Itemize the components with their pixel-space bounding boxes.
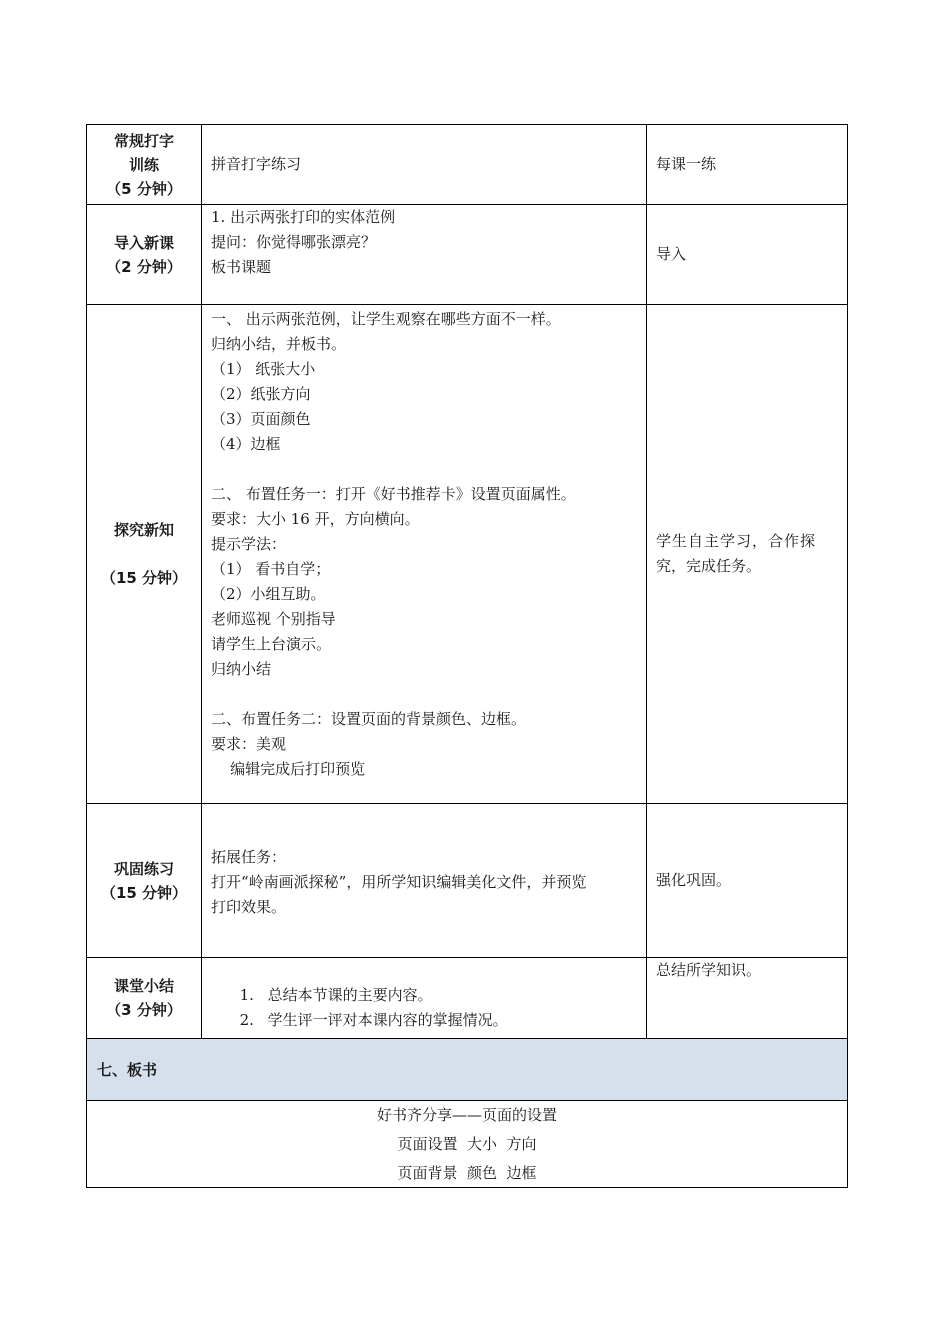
board-line: 好书齐分享——页面的设置	[376, 1106, 557, 1124]
row-header-line: （15 分钟）	[100, 569, 188, 587]
content-line: 二、 布置任务一：打开《好书推荐卡》设置页面属性。	[211, 485, 576, 503]
note-line: 强化巩固。	[656, 871, 732, 889]
row-content-intro	[201, 204, 647, 305]
content-line: 一、 出示两张范例，让学生观察在哪些方面不一样。	[211, 310, 561, 328]
lesson-plan-table	[86, 124, 848, 1188]
content-line: （1） 纸张大小	[211, 360, 316, 378]
row-content-summary	[201, 957, 647, 1039]
row-note-explore	[646, 304, 848, 804]
row-header-line: （2 分钟）	[106, 257, 182, 276]
content-line: 打开“岭南画派探秘”，用所学知识编辑美化文件，并预览	[211, 873, 587, 891]
row-header-line: 探究新知	[113, 521, 174, 539]
content-line: 拼音打字练习	[211, 155, 302, 173]
content-line	[211, 457, 637, 482]
row-note-intro	[646, 204, 848, 305]
row-content-typing	[201, 124, 647, 205]
content-line: 请学生上台演示。	[211, 635, 332, 653]
row-header-line: （15 分钟）	[100, 883, 188, 902]
row-content-practice	[201, 803, 647, 958]
content-line: （2）纸张方向	[211, 385, 311, 403]
list-number: 2.	[239, 1011, 254, 1029]
content-line	[211, 682, 637, 707]
section-heading-board	[86, 1038, 848, 1101]
content-line: 要求：大小 16 开，方向横向。	[211, 510, 420, 528]
note-line: 总结所学知识。	[656, 961, 762, 979]
row-header-line: 课堂小结	[113, 977, 174, 995]
content-line: （4）边框	[211, 435, 281, 453]
row-header-explore	[86, 304, 202, 804]
note-line: 导入	[656, 245, 687, 263]
content-line: 编辑完成后打印预览	[211, 760, 366, 778]
row-header-line: （5 分钟）	[106, 179, 182, 198]
content-line: 1. 出示两张打印的实体范例	[211, 208, 396, 226]
content-line: 归纳小结	[211, 660, 272, 678]
row-note-practice	[646, 803, 848, 958]
board-line: 页面背景 颜色 边框	[397, 1164, 537, 1182]
list-text: 总结本节课的主要内容。	[267, 986, 433, 1004]
row-note-typing	[646, 124, 848, 205]
content-line: 二、布置任务二：设置页面的背景颜色、边框。	[211, 710, 527, 728]
row-header-summary	[86, 957, 202, 1039]
section-title: 七、板书	[97, 1061, 158, 1079]
content-line: 提示学法：	[211, 535, 287, 553]
row-header-practice	[86, 803, 202, 958]
note-line: 究，完成任务。	[656, 557, 762, 575]
row-header-line: 导入新课	[113, 233, 174, 252]
list-number: 1.	[239, 986, 254, 1004]
row-content-explore	[201, 304, 647, 804]
content-line: 老师巡视 个别指导	[211, 610, 336, 628]
content-line: （3）页面颜色	[211, 410, 311, 428]
row-header-line: 巩固练习	[113, 859, 174, 878]
list-text: 学生评一评对本课内容的掌握情况。	[267, 1011, 508, 1029]
list-item	[211, 958, 637, 1004]
row-note-summary	[646, 957, 848, 1039]
content-line: 提问：你觉得哪张漂亮？	[211, 233, 377, 251]
content-line: 要求：美观	[211, 735, 287, 753]
note-line: 学生自主学习，合作探	[656, 532, 817, 550]
row-header-intro	[86, 204, 202, 305]
row-header-typing	[86, 124, 202, 205]
content-line: 打印效果。	[211, 898, 287, 916]
content-line: 板书课题	[211, 258, 272, 276]
board-content	[86, 1100, 848, 1188]
row-header-line: 训练	[128, 155, 159, 174]
row-header-line: （3 分钟）	[106, 1001, 182, 1019]
content-line: （1） 看书自学；	[211, 560, 331, 578]
content-line: （2）小组互助。	[211, 585, 326, 603]
note-line: 每课一练	[656, 155, 717, 173]
row-header-line: 常规打字	[113, 131, 174, 150]
content-line: 拓展任务：	[211, 848, 287, 866]
content-line: 归纳小结，并板书。	[211, 335, 347, 353]
board-line: 页面设置 大小 方向	[397, 1135, 537, 1153]
